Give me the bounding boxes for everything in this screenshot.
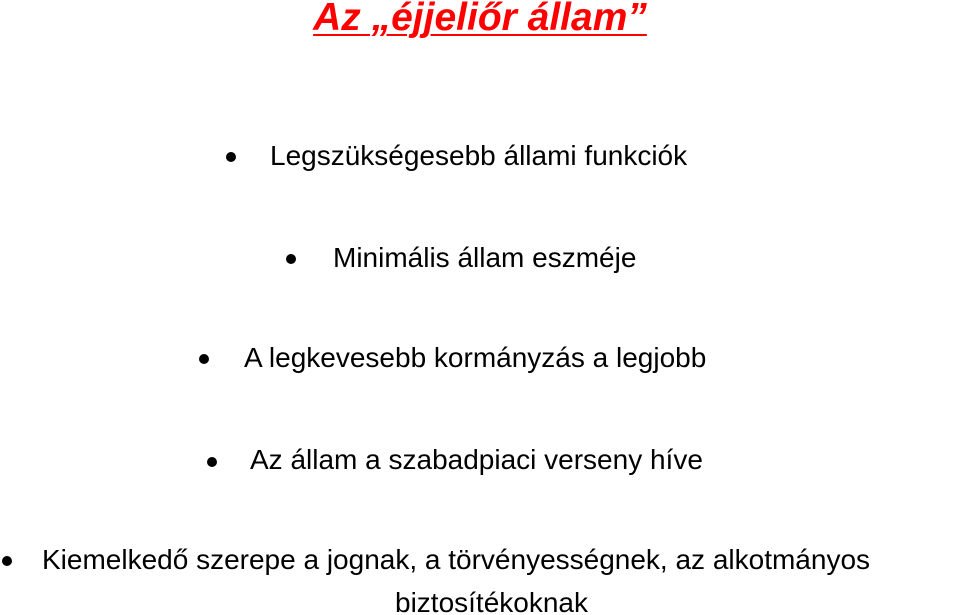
bullet-icon xyxy=(286,254,296,264)
list-item-text: Legszükségesebb állami funkciók xyxy=(270,140,688,171)
page-title: Az „éjjeliőr állam” xyxy=(313,0,647,39)
list-item-text: Az állam a szabadpiaci verseny híve xyxy=(250,444,703,475)
bullet-icon xyxy=(199,354,209,364)
bullet-icon xyxy=(2,556,12,566)
list-item-text: Minimális állam eszméje xyxy=(333,242,637,273)
bullet-icon xyxy=(226,152,236,162)
bullet-icon xyxy=(207,457,217,467)
list-item-text-continuation: biztosítékoknak xyxy=(395,587,588,615)
list-item-text: Kiemelkedő szerepe a jognak, a törvényességnek, az alkotmányos xyxy=(42,544,871,575)
list-item-text: A legkevesebb kormányzás a legjobb xyxy=(244,342,707,373)
